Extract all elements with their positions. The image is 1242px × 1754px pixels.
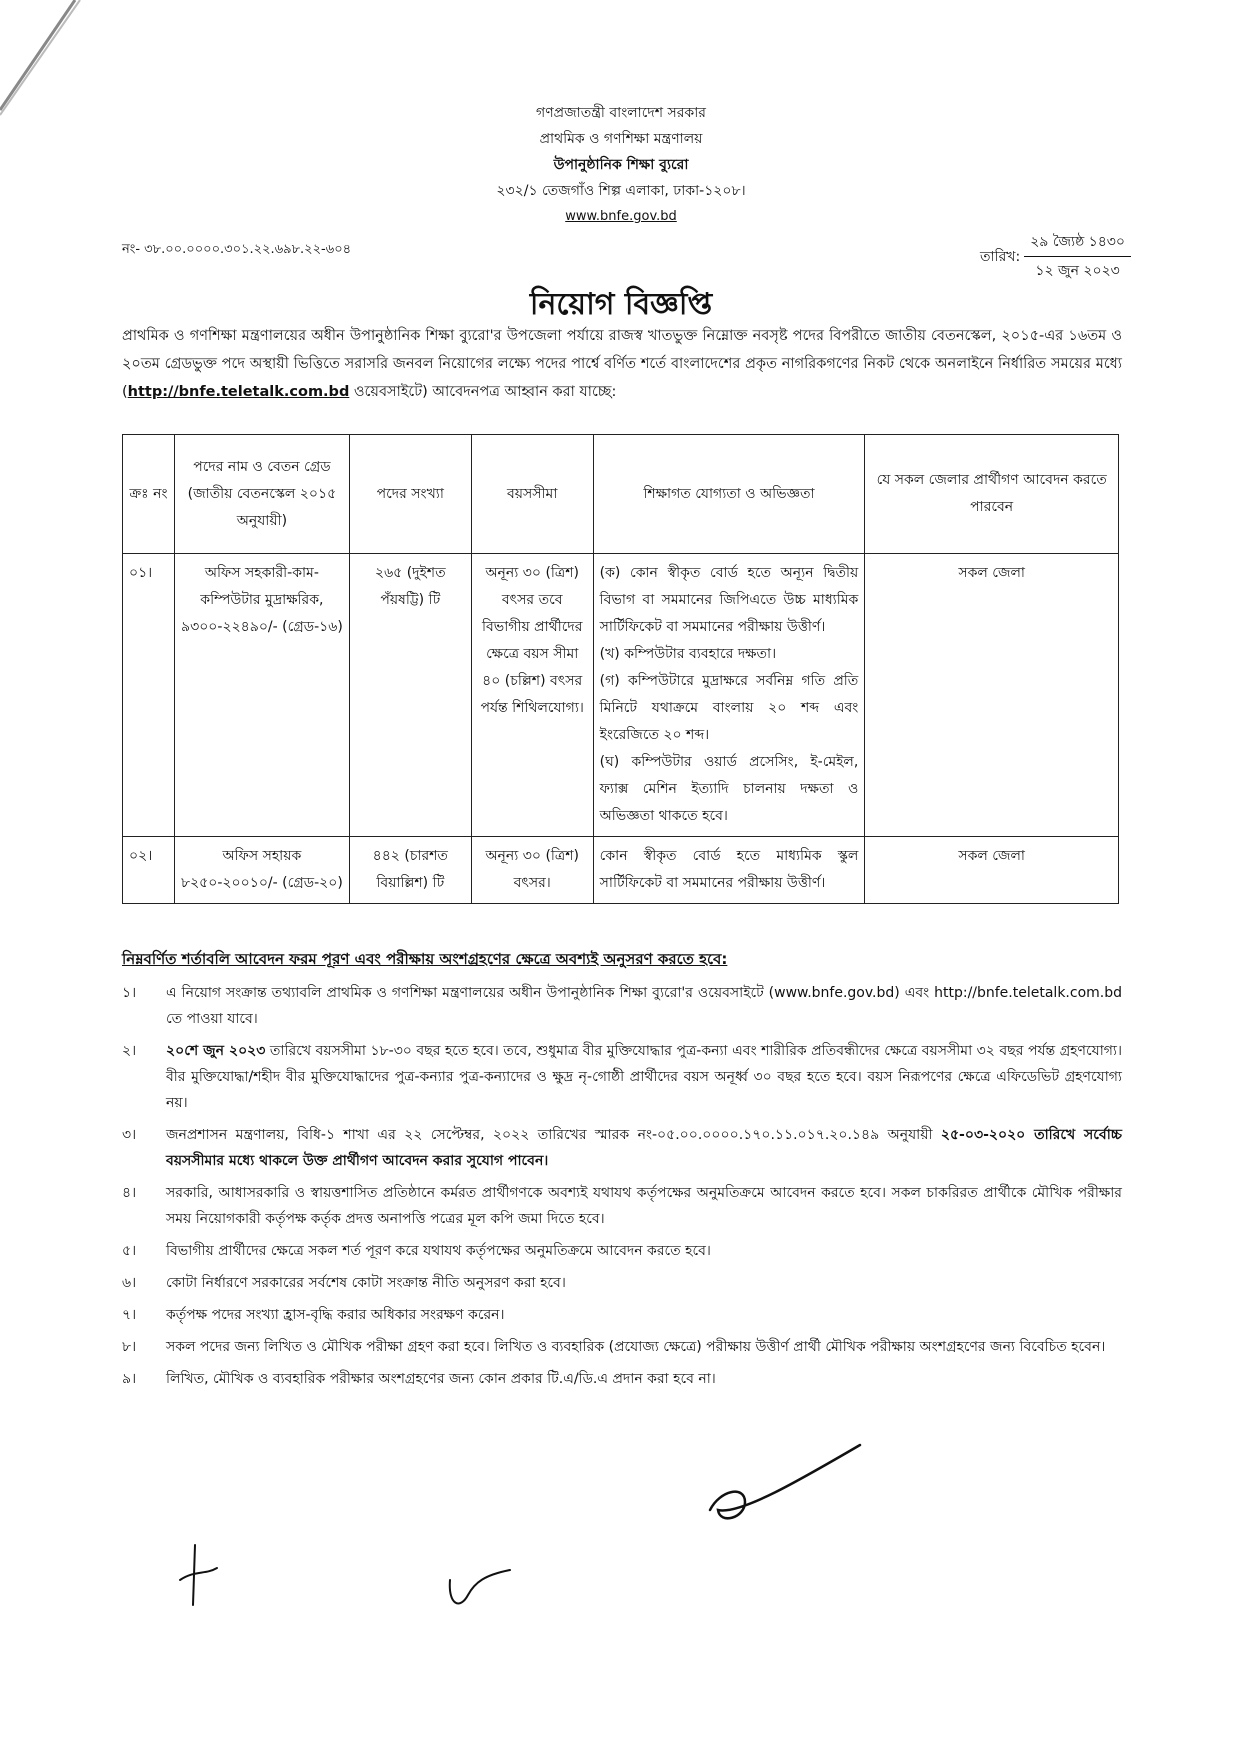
- condition-text: [166, 1038, 1122, 1116]
- condition-item: [122, 1238, 1122, 1264]
- condition-text: সরকারি, আধাসরকারি ও স্বায়ত্তশাসিত প্রতিষ্ঠানে কর্মরত প্রার্থীগণকে অবশ্যই যথাযথ কর্তৃপক্ষের অনুমতিক্রমে আবেদন করতে হবে। সকল চাকরিরত প্রার্থীকে মৌখিক পরীক্ষার সময় নিয়োগকারী কর্তৃপক্ষ কর্তৃক প্রদত্ত অনাপত্তি পত্রের মূল কপি জমা দিতে হবে।: [166, 1185, 1122, 1227]
- header-count: পদের সংখ্যা: [349, 435, 471, 554]
- date-gregorian: ১২ জুন ২০২৩: [1035, 263, 1120, 279]
- header-post: পদের নাম ও বেতন গ্রেড (জাতীয় বেতনস্কেল ২০১৫ অনুযায়ী): [174, 435, 349, 554]
- condition-item: [122, 1302, 1122, 1328]
- condition-number: ৮।: [122, 1339, 137, 1355]
- header-districts: যে সকল জেলার প্রার্থীগণ আবেদন করতে পারবেন: [865, 435, 1119, 554]
- government-name: গণপ্রজাতন্ত্রী বাংলাদেশ সরকার: [536, 105, 706, 121]
- condition-text-body: জনপ্রশাসন মন্ত্রণালয়, বিধি-১ শাখা এর ২২ সেপ্টেম্বর, ২০২২ তারিখের স্মারক নং-০৫.০০.০০০০.১৭০.১১.০১৭.২০.১৪৯ অনুযায়ী: [166, 1127, 941, 1143]
- condition-number: ৪।: [122, 1185, 137, 1201]
- intro-text-before: প্রাথমিক ও গণশিক্ষা মন্ত্রণালয়ের অধীন উপানুষ্ঠানিক শিক্ষা ব্যুরো'র উপজেলা পর্যায়ে রাজস্ব খাতভুক্ত নিম্নোক্ত নবসৃষ্ট পদের বিপরীতে জাতীয় বেতনস্কেল, ২০১৫-এর ১৬তম ও ২০তম গ্রেডভুক্ত পদে অস্থায়ী ভিত্তিতে সরাসরি জনবল নিয়োগের লক্ষ্যে পদের পার্শ্বে বর্ণিত শর্তে বাংলাদেশের প্রকৃত নাগরিকগণের নিকট থেকে অনলাইনে নির্ধারিত সময়ের মধ্যে (: [122, 328, 1122, 400]
- condition-number: ২।: [122, 1043, 137, 1059]
- office-address: ২৩২/১ তেজগাঁও শিল্প এলাকা, ঢাকা-১২০৮।: [496, 183, 746, 199]
- row-qualification: [593, 837, 865, 904]
- header-age: বয়সসীমা: [471, 435, 593, 554]
- date-label: তারিখ:: [980, 248, 1021, 265]
- condition-item: [122, 1122, 1122, 1174]
- signature-initial-left: [175, 1540, 225, 1610]
- row-age: অনূন্য ৩০ (ত্রিশ) বৎসর।: [471, 837, 593, 904]
- condition-item: [122, 1038, 1122, 1116]
- condition-item: [122, 980, 1122, 1032]
- vacancy-table: [122, 434, 1119, 904]
- website-link[interactable]: www.bnfe.gov.bd: [565, 209, 677, 224]
- qualification-item: (গ) কম্পিউটারে মুদ্রাক্ষরে সর্বনিম্ন গতি প্রতি মিনিটে যথাক্রমে বাংলায় ২০ শব্দ এবং ইংরেজিতে ২০ শব্দ।: [599, 673, 859, 743]
- condition-text-body: তারিখে বয়সসীমা ১৮-৩০ বছর হতে হবে। তবে, শুধুমাত্র বীর মুক্তিযোদ্ধার পুত্র-কন্যা এবং শারীরিক প্রতিবন্ধীদের ক্ষেত্রে বয়সসীমা ৩২ বছর পর্যন্ত গ্রহণযোগ্য। বীর মুক্তিযোদ্ধা/শহীদ বীর মুক্তিযোদ্ধাদের পুত্র-কন্যার পুত্র-কন্যাদের ও ক্ষুদ্র নৃ-গোষ্ঠী প্রার্থীদের বয়স অনূর্ধ্ব ৩০ বছর হতে হবে। বয়স নিরূপণের ক্ষেত্রে এফিডেভিট গ্রহণযোগ্য নয়।: [166, 1043, 1122, 1111]
- row-serial: ০১।: [123, 554, 175, 837]
- row-districts: সকল জেলা: [865, 837, 1119, 904]
- condition-item: [122, 1334, 1122, 1360]
- table-header-row: [123, 435, 1119, 554]
- condition-number: ৭।: [122, 1307, 137, 1323]
- condition-number: ১।: [122, 985, 137, 1001]
- row-districts: সকল জেলা: [865, 554, 1119, 837]
- table-row: [123, 837, 1119, 904]
- qualification-item: (ক) কোন স্বীকৃত বোর্ড হতে অন্যূন দ্বিতীয় বিভাগ বা সমমানের জিপিএতে উচ্চ মাধ্যমিক সার্টিফিকেট বা সমমানের পরীক্ষায় উত্তীর্ণ।: [599, 565, 859, 635]
- row-qualification: [593, 554, 865, 837]
- intro-paragraph: [122, 322, 1122, 406]
- date-fraction: [1024, 228, 1131, 285]
- condition-text: বিভাগীয় প্রার্থীদের ক্ষেত্রে সকল শর্ত পূরণ করে যথাযথ কর্তৃপক্ষের অনুমতিক্রমে আবেদন করতে হবে।: [166, 1243, 711, 1259]
- condition-item: [122, 1180, 1122, 1232]
- header-qualification: শিক্ষাগত যোগ্যতা ও অভিজ্ঞতা: [593, 435, 865, 554]
- notice-title: নিয়োগ বিজ্ঞপ্তি: [529, 287, 713, 322]
- date-bangla: ২৯ জ্যৈষ্ঠ ১৪৩০: [1024, 228, 1131, 257]
- condition-text: কোটা নির্ধারণে সরকারের সর্বশেষ কোটা সংক্রান্ত নীতি অনুসরণ করা হবে।: [166, 1275, 566, 1291]
- condition-number: ৩।: [122, 1127, 137, 1143]
- condition-text: লিখিত, মৌখিক ও ব্যবহারিক পরীক্ষার অংশগ্রহণের জন্য কোন প্রকার টি.এ/ডি.এ প্রদান করা হবে না।: [166, 1371, 716, 1387]
- condition-number: ৫।: [122, 1243, 137, 1259]
- condition-bold-date: ২০শে জুন ২০২৩: [166, 1043, 266, 1059]
- bureau-name: উপানুষ্ঠানিক শিক্ষা ব্যুরো: [553, 157, 689, 173]
- conditions-heading: নিম্নবর্ণিত শর্তাবলি আবেদন ফরম পূরণ এবং পরীক্ষায় অংশগ্রহণের ক্ষেত্রে অবশ্যই অনুসরণ করতে হবে:: [122, 950, 728, 968]
- condition-text-body: এ নিয়োগ সংক্রান্ত তথ্যাবলি প্রাথমিক ও গণশিক্ষা মন্ত্রণালয়ের অধীন উপানুষ্ঠানিক শিক্ষা ব্যুরো'র ওয়েবসাইটে (www.bnfe.gov.bd) এবং http://bnfe.teletalk.com.bd তে পাওয়া যাবে।: [166, 985, 1122, 1027]
- condition-text: [166, 980, 1122, 1032]
- condition-number: ৬।: [122, 1275, 137, 1291]
- table-row: [123, 554, 1119, 837]
- condition-item: [122, 1366, 1122, 1392]
- signature-main: [700, 1440, 870, 1550]
- condition-text: সকল পদের জন্য লিখিত ও মৌখিক পরীক্ষা গ্রহণ করা হবে। লিখিত ও ব্যবহারিক (প্রযোজ্য ক্ষেত্রে) পরীক্ষায় উত্তীর্ণ প্রার্থী মৌখিক পরীক্ষায় অংশগ্রহণের জন্য বিবেচিত হবেন।: [166, 1339, 1106, 1355]
- row-count: ২৬৫ (দুইশত পঁয়ষট্টি) টি: [349, 554, 471, 837]
- row-post: অফিস সহায়ক ৮২৫০-২০০১০/- (গ্রেড-২০): [174, 837, 349, 904]
- row-age: অনূন্য ৩০ (ত্রিশ) বৎসর তবে বিভাগীয় প্রার্থীদের ক্ষেত্রে বয়স সীমা ৪০ (চল্লিশ) বৎসর পর্যন্ত শিথিলযোগ্য।: [471, 554, 593, 837]
- condition-number: ৯।: [122, 1371, 137, 1387]
- application-link[interactable]: http://bnfe.teletalk.com.bd: [127, 384, 350, 400]
- condition-text: [166, 1122, 1122, 1174]
- condition-text: কর্তৃপক্ষ পদের সংখ্যা হ্রাস-বৃদ্ধি করার অধিকার সংরক্ষণ করেন।: [166, 1307, 505, 1323]
- letterhead: [0, 100, 1242, 230]
- date-block: [980, 228, 1131, 285]
- conditions-list: [122, 980, 1122, 1398]
- condition-bold-text: ২৫-০৩-২০২০ তারিখে সর্বোচ্চ বয়সসীমার মধ্যে থাকলে উক্ত প্রার্থীগণ আবেদন করার সুযোগ পাবেন।: [166, 1127, 1122, 1169]
- intro-text-after: ওয়েবসাইটে) আবেদনপত্র আহ্বান করা যাচ্ছে:: [349, 384, 617, 400]
- ministry-name: প্রাথমিক ও গণশিক্ষা মন্ত্রণালয়: [539, 131, 703, 147]
- header-serial: ক্রঃ নং: [123, 435, 175, 554]
- row-post: অফিস সহকারী-কাম-কম্পিউটার মুদ্রাক্ষরিক, ৯৩০০-২২৪৯০/- (গ্রেড-১৬): [174, 554, 349, 837]
- signature-initial-middle: [440, 1560, 520, 1620]
- qualification-item: (খ) কম্পিউটার ব্যবহারে দক্ষতা।: [599, 646, 777, 662]
- row-count: ৪৪২ (চারশত বিয়াল্লিশ) টি: [349, 837, 471, 904]
- memo-number: নং- ৩৮.০০.০০০০.৩০১.২২.৬৯৮.২২-৬০৪: [122, 242, 352, 257]
- qualification-item: কোন স্বীকৃত বোর্ড হতে মাধ্যমিক স্কুল সার্টিফিকেট বা সমমানের পরীক্ষায় উত্তীর্ণ।: [599, 848, 859, 891]
- qualification-item: (ঘ) কম্পিউটার ওয়ার্ড প্রসেসিং, ই-মেইল, ফ্যাক্স মেশিন ইত্যাদি চালনায় দক্ষতা ও অভিজ্ঞতা থাকতে হবে।: [599, 754, 859, 824]
- row-serial: ০২।: [123, 837, 175, 904]
- condition-item: [122, 1270, 1122, 1296]
